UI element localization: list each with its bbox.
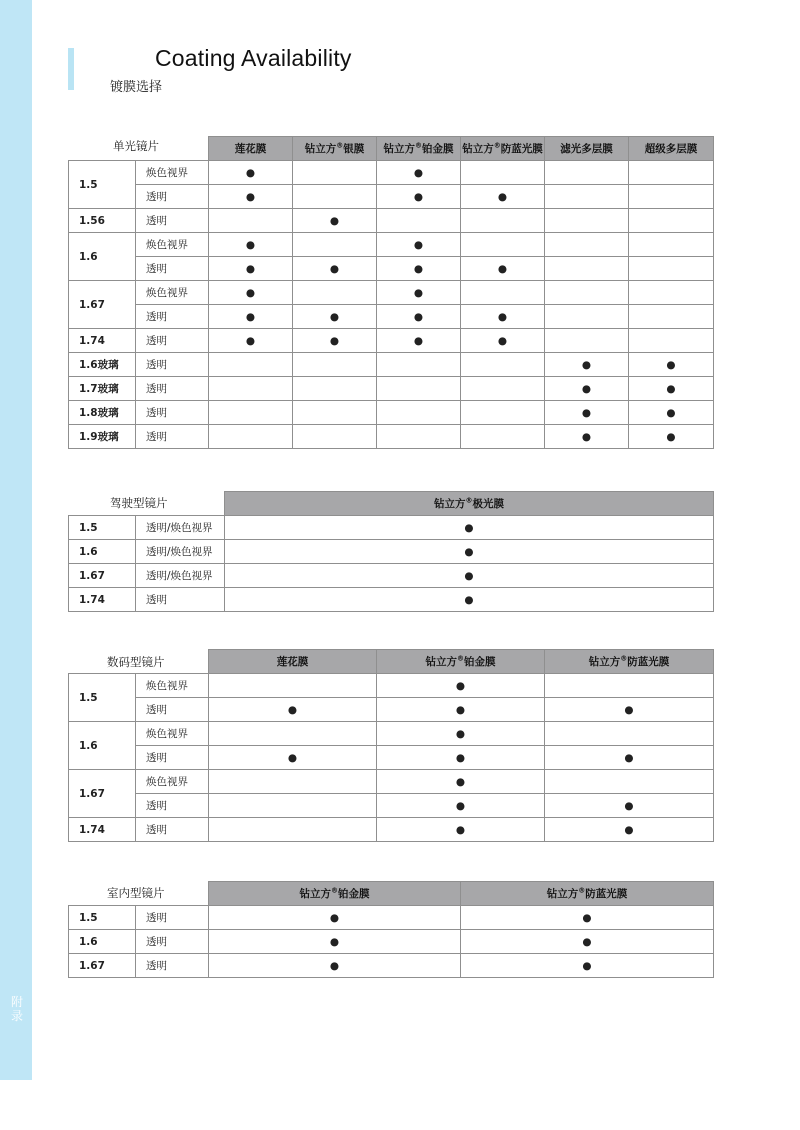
availability-dot: ● [377, 233, 461, 257]
lens-type: 焕色视界 [136, 161, 209, 185]
header-blank [69, 492, 136, 516]
header-row [69, 650, 714, 674]
column-header: 钻立方®防蓝光膜 [545, 650, 714, 674]
empty-cell [377, 377, 461, 401]
table-row [69, 588, 714, 612]
availability-dot: ● [225, 516, 714, 540]
column-header: 莲花膜 [209, 137, 293, 161]
empty-cell [545, 329, 629, 353]
empty-cell [209, 401, 293, 425]
empty-cell [209, 377, 293, 401]
lens-index: 1.6玻璃 [69, 353, 136, 377]
lens-type: 透明 [136, 257, 209, 281]
table-row [69, 746, 714, 770]
lens-index: 1.9玻璃 [69, 425, 136, 449]
table-row [69, 516, 714, 540]
availability-dot: ● [461, 257, 545, 281]
empty-cell [461, 353, 545, 377]
availability-dot: ● [461, 329, 545, 353]
availability-dot: ● [377, 281, 461, 305]
empty-cell [629, 305, 714, 329]
lens-type: 透明 [136, 353, 209, 377]
lens-index: 1.67 [69, 564, 136, 588]
single-vision-table [68, 136, 714, 449]
header-row [69, 882, 714, 906]
availability-dot: ● [209, 746, 377, 770]
table-row [69, 257, 714, 281]
table-row [69, 377, 714, 401]
lens-type: 透明 [136, 954, 209, 978]
header-row [69, 137, 714, 161]
empty-cell [293, 185, 377, 209]
header-blank [136, 650, 209, 674]
column-header: 钻立方®防蓝光膜 [461, 882, 714, 906]
lens-index: 1.5 [69, 906, 136, 930]
availability-dot: ● [209, 930, 461, 954]
availability-dot: ● [461, 305, 545, 329]
header-blank [69, 650, 136, 674]
empty-cell [293, 353, 377, 377]
empty-cell [629, 185, 714, 209]
empty-cell [293, 281, 377, 305]
lens-type: 焕色视界 [136, 770, 209, 794]
availability-dot: ● [209, 305, 293, 329]
table-row [69, 281, 714, 305]
indoor-label: 室内型镜片 [107, 886, 165, 900]
empty-cell [629, 257, 714, 281]
availability-dot: ● [209, 161, 293, 185]
availability-dot: ● [629, 401, 714, 425]
empty-cell [209, 425, 293, 449]
availability-dot: ● [225, 588, 714, 612]
availability-dot: ● [293, 209, 377, 233]
header-row [69, 492, 714, 516]
table-row [69, 698, 714, 722]
lens-type: 透明 [136, 818, 209, 842]
table-row [69, 954, 714, 978]
availability-dot: ● [209, 233, 293, 257]
availability-dot: ● [377, 329, 461, 353]
lens-index: 1.67 [69, 954, 136, 978]
availability-dot: ● [293, 305, 377, 329]
empty-cell [461, 233, 545, 257]
availability-dot: ● [377, 305, 461, 329]
availability-dot: ● [377, 674, 545, 698]
empty-cell [545, 257, 629, 281]
lens-type: 透明/焕色视界 [136, 516, 225, 540]
table-row [69, 185, 714, 209]
column-header: 钻立方®银膜 [293, 137, 377, 161]
empty-cell [293, 161, 377, 185]
availability-dot: ● [225, 564, 714, 588]
availability-dot: ● [209, 698, 377, 722]
lens-index: 1.74 [69, 588, 136, 612]
empty-cell [629, 233, 714, 257]
availability-dot: ● [461, 185, 545, 209]
empty-cell [209, 794, 377, 818]
empty-cell [461, 401, 545, 425]
availability-dot: ● [377, 698, 545, 722]
empty-cell [209, 770, 377, 794]
availability-dot: ● [629, 377, 714, 401]
lens-index: 1.74 [69, 818, 136, 842]
lens-index: 1.6 [69, 540, 136, 564]
availability-dot: ● [209, 954, 461, 978]
side-strip [0, 0, 32, 1080]
page-title: Coating Availability [155, 45, 352, 71]
table-row [69, 209, 714, 233]
lens-type: 透明 [136, 377, 209, 401]
availability-dot: ● [209, 281, 293, 305]
lens-index: 1.8玻璃 [69, 401, 136, 425]
table-row [69, 401, 714, 425]
lens-type: 透明 [136, 329, 209, 353]
side-label: 附录 [10, 995, 23, 1023]
empty-cell [209, 674, 377, 698]
empty-cell [461, 425, 545, 449]
single-vision-label: 单光镜片 [113, 139, 159, 153]
availability-dot: ● [545, 746, 714, 770]
lens-type: 透明 [136, 305, 209, 329]
column-header: 钻立方®防蓝光膜 [461, 137, 545, 161]
column-header: 钻立方®铂金膜 [209, 882, 461, 906]
empty-cell [629, 329, 714, 353]
empty-cell [209, 353, 293, 377]
empty-cell [377, 353, 461, 377]
digital-label: 数码型镜片 [107, 655, 165, 669]
availability-dot: ● [461, 930, 714, 954]
lens-type: 透明/焕色视界 [136, 564, 225, 588]
empty-cell [629, 281, 714, 305]
lens-index: 1.5 [69, 674, 136, 722]
lens-index: 1.56 [69, 209, 136, 233]
lens-type: 透明 [136, 425, 209, 449]
availability-dot: ● [545, 794, 714, 818]
availability-dot: ● [209, 185, 293, 209]
table-row [69, 233, 714, 257]
lens-type: 焕色视界 [136, 281, 209, 305]
lens-index: 1.74 [69, 329, 136, 353]
lens-type: 透明 [136, 906, 209, 930]
lens-index: 1.5 [69, 161, 136, 209]
empty-cell [461, 281, 545, 305]
lens-index: 1.6 [69, 930, 136, 954]
lens-type: 透明 [136, 209, 209, 233]
availability-dot: ● [545, 377, 629, 401]
empty-cell [293, 401, 377, 425]
lens-type: 焕色视界 [136, 233, 209, 257]
empty-cell [209, 209, 293, 233]
table-row [69, 770, 714, 794]
lens-type: 焕色视界 [136, 674, 209, 698]
availability-dot: ● [377, 185, 461, 209]
column-header: 钻立方®铂金膜 [377, 137, 461, 161]
table-row [69, 353, 714, 377]
empty-cell [461, 209, 545, 233]
column-header: 超级多层膜 [629, 137, 714, 161]
availability-dot: ● [293, 329, 377, 353]
availability-dot: ● [461, 906, 714, 930]
availability-dot: ● [545, 818, 714, 842]
lens-type: 透明 [136, 588, 225, 612]
availability-dot: ● [629, 425, 714, 449]
availability-dot: ● [545, 353, 629, 377]
availability-dot: ● [461, 954, 714, 978]
lens-index: 1.67 [69, 770, 136, 818]
empty-cell [209, 722, 377, 746]
availability-dot: ● [225, 540, 714, 564]
availability-dot: ● [545, 401, 629, 425]
table-row [69, 564, 714, 588]
lens-type: 透明 [136, 698, 209, 722]
driving-label: 驾驶型镜片 [110, 496, 168, 510]
lens-index: 1.7玻璃 [69, 377, 136, 401]
table-row [69, 818, 714, 842]
table-row [69, 161, 714, 185]
empty-cell [629, 161, 714, 185]
empty-cell [293, 233, 377, 257]
column-header: 滤光多层膜 [545, 137, 629, 161]
lens-type: 透明 [136, 401, 209, 425]
lens-index: 1.67 [69, 281, 136, 329]
empty-cell [545, 161, 629, 185]
empty-cell [545, 674, 714, 698]
empty-cell [545, 185, 629, 209]
empty-cell [377, 209, 461, 233]
availability-dot: ● [377, 722, 545, 746]
empty-cell [377, 425, 461, 449]
lens-index: 1.6 [69, 722, 136, 770]
empty-cell [461, 377, 545, 401]
empty-cell [377, 401, 461, 425]
table-row [69, 305, 714, 329]
table-row [69, 930, 714, 954]
lens-type: 透明/焕色视界 [136, 540, 225, 564]
empty-cell [629, 209, 714, 233]
empty-cell [293, 425, 377, 449]
availability-dot: ● [377, 770, 545, 794]
lens-type: 透明 [136, 930, 209, 954]
digital-table [68, 649, 714, 842]
availability-dot: ● [377, 257, 461, 281]
lens-type: 透明 [136, 185, 209, 209]
availability-dot: ● [545, 425, 629, 449]
availability-dot: ● [377, 818, 545, 842]
column-header: 莲花膜 [209, 650, 377, 674]
header-blank [136, 137, 209, 161]
availability-dot: ● [209, 329, 293, 353]
availability-dot: ● [209, 257, 293, 281]
availability-dot: ● [293, 257, 377, 281]
availability-dot: ● [629, 353, 714, 377]
availability-dot: ● [377, 161, 461, 185]
lens-index: 1.6 [69, 233, 136, 281]
empty-cell [545, 209, 629, 233]
table-row [69, 540, 714, 564]
availability-dot: ● [545, 698, 714, 722]
header-blank [136, 882, 209, 906]
indoor-table [68, 881, 714, 978]
table-row [69, 329, 714, 353]
empty-cell [209, 818, 377, 842]
empty-cell [545, 722, 714, 746]
table-row [69, 906, 714, 930]
empty-cell [545, 233, 629, 257]
table-row [69, 794, 714, 818]
header-blank [136, 492, 225, 516]
empty-cell [293, 377, 377, 401]
driving-table [68, 491, 714, 612]
lens-type: 焕色视界 [136, 722, 209, 746]
table-row [69, 722, 714, 746]
availability-dot: ● [377, 794, 545, 818]
empty-cell [461, 161, 545, 185]
header-blank [69, 882, 136, 906]
table-row [69, 674, 714, 698]
lens-type: 透明 [136, 746, 209, 770]
availability-dot: ● [209, 906, 461, 930]
empty-cell [545, 770, 714, 794]
column-header: 钻立方®极光膜 [225, 492, 714, 516]
header-blank [69, 137, 136, 161]
availability-dot: ● [377, 746, 545, 770]
column-header: 钻立方®铂金膜 [377, 650, 545, 674]
lens-index: 1.5 [69, 516, 136, 540]
page-subtitle: 镀膜选择 [110, 80, 163, 95]
lens-type: 透明 [136, 794, 209, 818]
empty-cell [545, 305, 629, 329]
empty-cell [545, 281, 629, 305]
table-row [69, 425, 714, 449]
title-accent-bar [68, 48, 74, 90]
